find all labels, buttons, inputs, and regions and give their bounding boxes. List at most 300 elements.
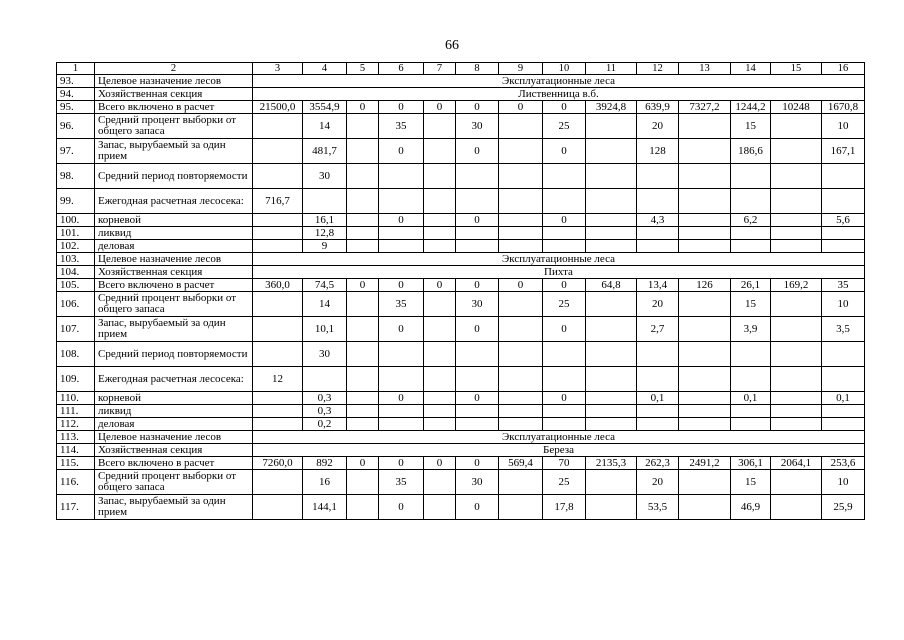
row-number: 117.: [57, 495, 95, 520]
value-cell: [347, 114, 379, 139]
value-cell: 0: [456, 214, 499, 227]
value-cell: [253, 317, 303, 342]
value-cell: [586, 392, 637, 405]
value-cell: 0: [543, 214, 586, 227]
row-label: Средний процент выборки от общего запаса: [95, 292, 253, 317]
row-number: 104.: [57, 266, 95, 279]
value-cell: 481,7: [303, 139, 347, 164]
value-cell: 2,7: [637, 317, 679, 342]
section-heading-cell: Лиственница в.б.: [253, 88, 865, 101]
value-cell: 26,1: [731, 279, 771, 292]
allowable-cut-table: [56, 62, 865, 520]
value-cell: [679, 227, 731, 240]
value-cell: [499, 392, 543, 405]
value-cell: [499, 189, 543, 214]
value-cell: [771, 418, 822, 431]
row-label: Целевое назначение лесов: [95, 253, 253, 266]
value-cell: [499, 317, 543, 342]
value-cell: 0: [456, 317, 499, 342]
row-number: 95.: [57, 101, 95, 114]
value-cell: 64,8: [586, 279, 637, 292]
value-cell: 0: [379, 317, 424, 342]
value-cell: [253, 342, 303, 367]
value-cell: 2064,1: [771, 457, 822, 470]
value-cell: 126: [679, 279, 731, 292]
value-cell: [424, 317, 456, 342]
value-cell: 25: [543, 292, 586, 317]
value-cell: 253,6: [822, 457, 865, 470]
row-label: Хозяйственная секция: [95, 266, 253, 279]
value-cell: [253, 392, 303, 405]
row-label: Ежегодная расчетная лесосека:: [95, 367, 253, 392]
value-cell: 0: [379, 457, 424, 470]
value-cell: [499, 227, 543, 240]
value-cell: [253, 139, 303, 164]
value-cell: 35: [379, 470, 424, 495]
value-cell: [347, 367, 379, 392]
row-number: 115.: [57, 457, 95, 470]
table-row: [57, 164, 865, 189]
value-cell: 2135,3: [586, 457, 637, 470]
value-cell: [822, 164, 865, 189]
column-number-header: 12: [637, 63, 679, 75]
column-number-header: 7: [424, 63, 456, 75]
value-cell: [499, 214, 543, 227]
value-cell: [679, 418, 731, 431]
value-cell: [253, 292, 303, 317]
value-cell: [456, 418, 499, 431]
value-cell: [731, 418, 771, 431]
value-cell: [679, 189, 731, 214]
value-cell: [771, 214, 822, 227]
row-label: корневой: [95, 214, 253, 227]
page-number: 66: [445, 38, 459, 53]
value-cell: [679, 470, 731, 495]
value-cell: [424, 392, 456, 405]
value-cell: 7260,0: [253, 457, 303, 470]
table-row: [57, 457, 865, 470]
row-label: Целевое назначение лесов: [95, 431, 253, 444]
value-cell: [424, 139, 456, 164]
value-cell: 10248: [771, 101, 822, 114]
row-label: Средний период повторяемости: [95, 342, 253, 367]
value-cell: [586, 227, 637, 240]
row-number: 105.: [57, 279, 95, 292]
value-cell: 30: [456, 114, 499, 139]
section-heading-cell: Пихта: [253, 266, 865, 279]
value-cell: [424, 240, 456, 253]
value-cell: 4,3: [637, 214, 679, 227]
value-cell: [731, 227, 771, 240]
column-number-header: 9: [499, 63, 543, 75]
value-cell: 15: [731, 292, 771, 317]
value-cell: [822, 418, 865, 431]
value-cell: [303, 189, 347, 214]
table-row: [57, 75, 865, 88]
row-label: Всего включено в расчет: [95, 101, 253, 114]
value-cell: [771, 405, 822, 418]
value-cell: [586, 214, 637, 227]
value-cell: 0: [543, 139, 586, 164]
column-number-header: 4: [303, 63, 347, 75]
row-label: Запас, вырубаемый за один прием: [95, 139, 253, 164]
value-cell: [543, 418, 586, 431]
value-cell: [424, 164, 456, 189]
value-cell: [379, 418, 424, 431]
value-cell: 0: [499, 279, 543, 292]
row-label: Средний процент выборки от общего запаса: [95, 470, 253, 495]
column-number-header: 5: [347, 63, 379, 75]
value-cell: 10: [822, 114, 865, 139]
value-cell: 12: [253, 367, 303, 392]
value-cell: [822, 189, 865, 214]
column-number-row: [57, 63, 865, 75]
value-cell: [731, 405, 771, 418]
value-cell: [731, 240, 771, 253]
row-number: 97.: [57, 139, 95, 164]
value-cell: 17,8: [543, 495, 586, 520]
column-number-header: 8: [456, 63, 499, 75]
value-cell: [347, 495, 379, 520]
value-cell: [771, 227, 822, 240]
value-cell: 0: [456, 457, 499, 470]
row-number: 116.: [57, 470, 95, 495]
value-cell: [347, 292, 379, 317]
value-cell: [253, 495, 303, 520]
row-number: 107.: [57, 317, 95, 342]
section-heading-cell: Эксплуатационные леса: [253, 431, 865, 444]
value-cell: 30: [456, 292, 499, 317]
value-cell: [499, 418, 543, 431]
value-cell: [456, 367, 499, 392]
value-cell: [586, 342, 637, 367]
value-cell: [347, 164, 379, 189]
value-cell: [347, 139, 379, 164]
value-cell: [543, 342, 586, 367]
section-heading-cell: Эксплуатационные леса: [253, 75, 865, 88]
value-cell: 7327,2: [679, 101, 731, 114]
row-label: Ежегодная расчетная лесосека:: [95, 189, 253, 214]
value-cell: 0: [456, 279, 499, 292]
value-cell: [679, 367, 731, 392]
row-number: 103.: [57, 253, 95, 266]
value-cell: [637, 418, 679, 431]
value-cell: [347, 214, 379, 227]
value-cell: [424, 418, 456, 431]
value-cell: 30: [303, 164, 347, 189]
value-cell: 0: [456, 139, 499, 164]
value-cell: 35: [822, 279, 865, 292]
row-number: 113.: [57, 431, 95, 444]
value-cell: [347, 227, 379, 240]
value-cell: [679, 495, 731, 520]
value-cell: 360,0: [253, 279, 303, 292]
value-cell: [499, 292, 543, 317]
value-cell: [379, 189, 424, 214]
value-cell: [253, 114, 303, 139]
value-cell: 14: [303, 114, 347, 139]
row-number: 102.: [57, 240, 95, 253]
value-cell: 25,9: [822, 495, 865, 520]
value-cell: [586, 292, 637, 317]
row-label: Запас, вырубаемый за один прием: [95, 317, 253, 342]
value-cell: [637, 367, 679, 392]
value-cell: [586, 418, 637, 431]
value-cell: [347, 392, 379, 405]
column-number-header: 15: [771, 63, 822, 75]
value-cell: [822, 342, 865, 367]
value-cell: [637, 189, 679, 214]
value-cell: [679, 317, 731, 342]
value-cell: [822, 367, 865, 392]
table-row: [57, 253, 865, 266]
value-cell: [253, 405, 303, 418]
value-cell: [822, 240, 865, 253]
column-number-header: 1: [57, 63, 95, 75]
value-cell: [586, 317, 637, 342]
value-cell: [543, 240, 586, 253]
value-cell: [424, 342, 456, 367]
value-cell: [731, 367, 771, 392]
value-cell: 0: [456, 101, 499, 114]
value-cell: 3924,8: [586, 101, 637, 114]
value-cell: 0,1: [731, 392, 771, 405]
value-cell: [731, 164, 771, 189]
value-cell: [253, 227, 303, 240]
value-cell: 74,5: [303, 279, 347, 292]
table-row: [57, 240, 865, 253]
value-cell: [543, 405, 586, 418]
table-row: [57, 101, 865, 114]
table-row: [57, 367, 865, 392]
value-cell: [543, 227, 586, 240]
value-cell: 0: [543, 317, 586, 342]
value-cell: [543, 189, 586, 214]
table-row: [57, 189, 865, 214]
column-number-header: 3: [253, 63, 303, 75]
value-cell: [424, 227, 456, 240]
value-cell: [822, 227, 865, 240]
value-cell: 70: [543, 457, 586, 470]
row-number: 94.: [57, 88, 95, 101]
value-cell: 20: [637, 470, 679, 495]
value-cell: [379, 367, 424, 392]
section-heading-cell: Береза: [253, 444, 865, 457]
row-number: 109.: [57, 367, 95, 392]
value-cell: 0: [379, 495, 424, 520]
value-cell: [379, 164, 424, 189]
value-cell: 12,8: [303, 227, 347, 240]
value-cell: [637, 164, 679, 189]
value-cell: [679, 342, 731, 367]
table-row: [57, 495, 865, 520]
value-cell: 5,6: [822, 214, 865, 227]
row-number: 93.: [57, 75, 95, 88]
value-cell: 892: [303, 457, 347, 470]
value-cell: 9: [303, 240, 347, 253]
value-cell: 10: [822, 292, 865, 317]
value-cell: 0,3: [303, 405, 347, 418]
value-cell: [456, 164, 499, 189]
column-number-header: 2: [95, 63, 253, 75]
value-cell: [637, 342, 679, 367]
value-cell: [499, 470, 543, 495]
value-cell: [347, 342, 379, 367]
value-cell: [499, 114, 543, 139]
row-label: ликвид: [95, 227, 253, 240]
value-cell: [424, 405, 456, 418]
value-cell: [731, 189, 771, 214]
row-number: 110.: [57, 392, 95, 405]
row-label: Всего включено в расчет: [95, 279, 253, 292]
value-cell: [771, 292, 822, 317]
row-label: ликвид: [95, 405, 253, 418]
value-cell: 2491,2: [679, 457, 731, 470]
value-cell: [347, 317, 379, 342]
value-cell: 6,2: [731, 214, 771, 227]
value-cell: [586, 240, 637, 253]
value-cell: 0: [347, 279, 379, 292]
value-cell: [424, 495, 456, 520]
column-number-header: 16: [822, 63, 865, 75]
row-number: 99.: [57, 189, 95, 214]
value-cell: 569,4: [499, 457, 543, 470]
value-cell: [424, 292, 456, 317]
row-number: 114.: [57, 444, 95, 457]
value-cell: 15: [731, 114, 771, 139]
value-cell: 186,6: [731, 139, 771, 164]
table-row: [57, 342, 865, 367]
value-cell: [771, 342, 822, 367]
table-row: [57, 88, 865, 101]
table-row: [57, 279, 865, 292]
value-cell: [499, 164, 543, 189]
value-cell: [679, 292, 731, 317]
value-cell: 0: [543, 101, 586, 114]
value-cell: [456, 342, 499, 367]
value-cell: [499, 342, 543, 367]
value-cell: 0,2: [303, 418, 347, 431]
value-cell: 10: [822, 470, 865, 495]
table-row: [57, 139, 865, 164]
value-cell: 262,3: [637, 457, 679, 470]
table-row: [57, 470, 865, 495]
value-cell: [253, 470, 303, 495]
value-cell: [347, 418, 379, 431]
value-cell: 0: [543, 392, 586, 405]
value-cell: [379, 342, 424, 367]
value-cell: [586, 495, 637, 520]
value-cell: [543, 164, 586, 189]
row-label: Запас, вырубаемый за один прием: [95, 495, 253, 520]
value-cell: [771, 240, 822, 253]
value-cell: [586, 114, 637, 139]
value-cell: [771, 392, 822, 405]
value-cell: 1670,8: [822, 101, 865, 114]
value-cell: 13,4: [637, 279, 679, 292]
value-cell: [771, 317, 822, 342]
value-cell: 21500,0: [253, 101, 303, 114]
row-number: 108.: [57, 342, 95, 367]
value-cell: 716,7: [253, 189, 303, 214]
table-row: [57, 214, 865, 227]
value-cell: [637, 240, 679, 253]
value-cell: 15: [731, 470, 771, 495]
table-row: [57, 114, 865, 139]
value-cell: [499, 405, 543, 418]
row-label: Хозяйственная секция: [95, 88, 253, 101]
row-label: корневой: [95, 392, 253, 405]
value-cell: [771, 495, 822, 520]
value-cell: 0: [456, 495, 499, 520]
value-cell: [586, 405, 637, 418]
value-cell: [679, 392, 731, 405]
value-cell: [499, 139, 543, 164]
value-cell: 3,9: [731, 317, 771, 342]
value-cell: 35: [379, 114, 424, 139]
value-cell: [679, 164, 731, 189]
value-cell: 0: [424, 279, 456, 292]
value-cell: [637, 405, 679, 418]
value-cell: [637, 227, 679, 240]
value-cell: 0: [424, 101, 456, 114]
value-cell: 10,1: [303, 317, 347, 342]
value-cell: [586, 164, 637, 189]
row-number: 112.: [57, 418, 95, 431]
value-cell: 0: [543, 279, 586, 292]
value-cell: [424, 189, 456, 214]
value-cell: [499, 495, 543, 520]
value-cell: [679, 405, 731, 418]
value-cell: 0,1: [822, 392, 865, 405]
value-cell: 0: [347, 457, 379, 470]
value-cell: 167,1: [822, 139, 865, 164]
table-row: [57, 266, 865, 279]
value-cell: [499, 240, 543, 253]
column-number-header: 13: [679, 63, 731, 75]
value-cell: [424, 367, 456, 392]
value-cell: 16,1: [303, 214, 347, 227]
table-row: [57, 444, 865, 457]
row-label: Хозяйственная секция: [95, 444, 253, 457]
value-cell: 14: [303, 292, 347, 317]
row-label: Целевое назначение лесов: [95, 75, 253, 88]
value-cell: 0,1: [637, 392, 679, 405]
value-cell: [424, 114, 456, 139]
row-number: 96.: [57, 114, 95, 139]
value-cell: 128: [637, 139, 679, 164]
value-cell: [543, 367, 586, 392]
row-label: Средний период повторяемости: [95, 164, 253, 189]
table-row: [57, 317, 865, 342]
value-cell: 30: [303, 342, 347, 367]
section-heading-cell: Эксплуатационные леса: [253, 253, 865, 266]
value-cell: 169,2: [771, 279, 822, 292]
value-cell: [771, 367, 822, 392]
value-cell: 0: [379, 101, 424, 114]
value-cell: 35: [379, 292, 424, 317]
value-cell: [253, 240, 303, 253]
value-cell: 0: [424, 457, 456, 470]
value-cell: [379, 227, 424, 240]
column-number-header: 6: [379, 63, 424, 75]
value-cell: [731, 342, 771, 367]
row-number: 106.: [57, 292, 95, 317]
row-label: Средний процент выборки от общего запаса: [95, 114, 253, 139]
value-cell: 16: [303, 470, 347, 495]
value-cell: [771, 139, 822, 164]
value-cell: [586, 139, 637, 164]
